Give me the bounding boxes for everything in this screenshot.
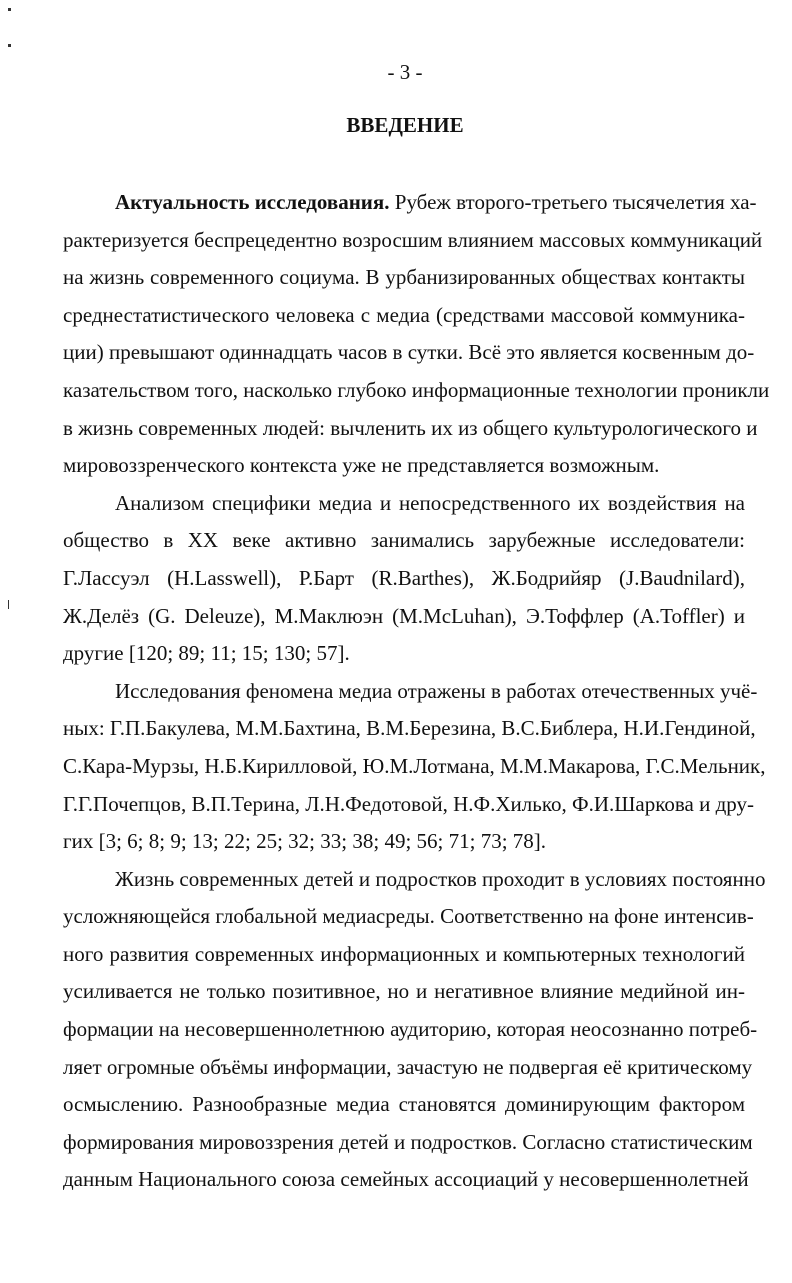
- paragraph-line: ляет огромные объёмы информации, зачастую не подвергая её критическому: [63, 1054, 753, 1079]
- paragraph-line: казательством того, насколько глубоко информационные технологии проникли: [63, 377, 770, 402]
- paragraph-line: данным Национального союза семейных ассоциаций у несовершеннолетней: [63, 1167, 749, 1192]
- paragraph-line: формирования мировоззрения детей и подростков. Согласно статистическим: [63, 1129, 753, 1154]
- paragraph-line: С.Кара-Мурзы, Н.Б.Кирилловой, Ю.М.Лотмана, М.М.Макарова, Г.С.Мельник,: [63, 753, 766, 778]
- paragraph-line: [63, 184, 757, 222]
- paragraph-line: усложняющейся глобальной медиасреды. Соответственно на фоне интенсив-: [63, 904, 754, 929]
- body-text: [63, 184, 770, 1199]
- paragraph-line: рактеризуется беспрецедентно возросшим влиянием массовых коммуникаций: [63, 227, 763, 252]
- paragraph-line: общество в XX веке активно занимались зарубежные исследователи:: [63, 528, 745, 553]
- paragraph-line: гих [3; 6; 8; 9; 13; 22; 25; 32; 33; 38; 49; 56; 71; 73; 78].: [63, 829, 547, 854]
- paragraph-line: на жизнь современного социума. В урбанизированных обществах контакты: [63, 265, 745, 290]
- paragraph-line: Исследования феномена медиа отражены в работах отечественных учё-: [115, 678, 758, 703]
- page-number: - 3 -: [387, 60, 423, 84]
- paragraph-line: усиливается не только позитивное, но и негативное влияние медийной ин-: [63, 979, 745, 1004]
- paragraph-line: Г.Г.Почепцов, В.П.Терина, Л.Н.Федотовой, Н.Ф.Хилько, Ф.И.Шаркова и дру-: [63, 791, 754, 816]
- section-heading: ВВЕДЕНИЕ: [346, 113, 464, 137]
- paragraph-line: мировоззренческого контекста уже не представляется возможным.: [63, 453, 660, 478]
- paragraph-line: Г.Лассуэл (H.Lasswell), Р.Барт (R.Barthes), Ж.Бодрийяр (J.Baudnilard),: [63, 565, 745, 590]
- paragraph-line: в жизнь современных людей: вычленить их из общего культурологического и: [63, 415, 758, 440]
- paragraph-line: ции) превышают одиннадцать часов в сутки. Всё это является косвенным до-: [63, 340, 755, 365]
- paragraph-line: Жизнь современных детей и подростков проходит в условиях постоянно: [115, 866, 766, 891]
- lead-phrase: Актуальность исследования.: [115, 190, 390, 214]
- paragraph-domestic-researchers: [63, 673, 766, 861]
- paragraph-foreign-researchers: [63, 485, 745, 673]
- paragraph-line: Ж.Делёз (G. Deleuze), М.Маклюэн (M.McLuhan), Э.Тоффлер (A.Toffler) и: [63, 603, 745, 628]
- scan-mark: [8, 44, 11, 47]
- paragraph-line: другие [120; 89; 11; 15; 130; 57].: [63, 641, 350, 666]
- paragraph-line: Анализом специфики медиа и непосредственного их воздействия на: [115, 490, 745, 515]
- lead-rest: Рубеж второго-третьего тысячелетия ха-: [389, 190, 757, 214]
- scan-mark: [8, 600, 9, 609]
- paragraph-line: среднестатистического человека с медиа (средствами массовой коммуника-: [63, 302, 745, 327]
- paragraph-line: формации на несовершеннолетнюю аудиторию, которая неосознанно потреб-: [63, 1017, 758, 1042]
- paragraph-line: ного развития современных информационных и компьютерных технологий: [63, 941, 745, 966]
- paragraph-line: ных: Г.П.Бакулева, М.М.Бахтина, В.М.Березина, В.С.Библера, Н.И.Гендиной,: [63, 716, 756, 741]
- paragraph-media-environment: [63, 861, 766, 1199]
- paragraph-relevance: [63, 184, 770, 485]
- scan-mark: [8, 8, 11, 11]
- paragraph-line: осмыслению. Разнообразные медиа становятся доминирующим фактором: [63, 1092, 745, 1117]
